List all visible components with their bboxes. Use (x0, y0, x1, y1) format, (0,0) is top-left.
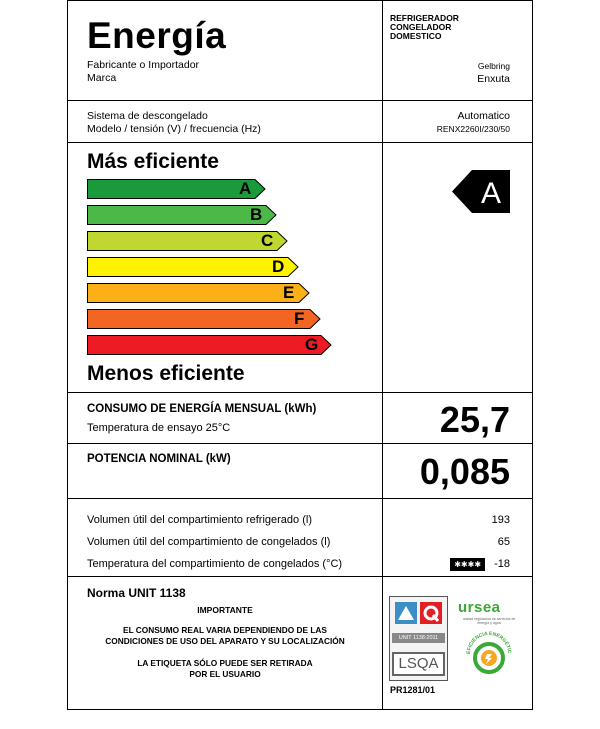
appliance-category: REFRIGERADOR CONGELADOR DOMESTICO (390, 13, 459, 41)
divider (68, 576, 532, 577)
efficiency-class-d (87, 257, 298, 277)
unit-standard-badge: UNIT 1138:2011 (392, 633, 445, 643)
efficiency-class-b (87, 205, 276, 225)
model-label: Modelo / tensión (V) / frecuencia (Hz) (87, 123, 261, 135)
efficiency-class-letter: B (250, 205, 263, 224)
lsqa-wordmark: LSQA (392, 652, 445, 676)
divider (68, 142, 532, 143)
lsqa-certification (389, 596, 448, 681)
important-heading: IMPORTANTE (197, 605, 253, 615)
efficiency-class-letter: E (283, 283, 295, 302)
efficiency-bar (87, 257, 299, 277)
certification-code: PR1281/01 (390, 685, 436, 695)
brand-value: Enxuta (477, 73, 510, 85)
consumption-value: 25,7 (439, 399, 510, 440)
efficiency-bar (87, 283, 310, 303)
divider (68, 392, 532, 393)
fridge-volume-value: 193 (491, 514, 510, 526)
defrost-label: Sistema de descongelado (87, 110, 208, 122)
divider (68, 498, 532, 499)
efficiency-seal-icon (463, 628, 515, 680)
efficiency-bar (87, 205, 277, 225)
rating-letter: A (480, 177, 502, 210)
norma-label: Norma UNIT 1138 (87, 586, 186, 600)
efficiency-class-letter: G (305, 335, 319, 354)
efficiency-class-f (87, 309, 320, 329)
power-value: 0,085 (419, 451, 510, 492)
label-title: Energía (87, 15, 227, 56)
brand-label: Marca (87, 72, 117, 84)
column-divider (382, 1, 383, 709)
ursea-subtitle: unidad reguladora de servicios de energía y agua (462, 617, 516, 625)
manufacturer-label: Fabricante o Importador (87, 59, 200, 71)
efficiency-bar (87, 231, 288, 251)
rating-arrow (452, 170, 510, 213)
removal-note: LA ETIQUETA SÓLO PUEDE SER RETIRADA POR EL USUARIO (137, 658, 313, 679)
efficiency-class-letter: F (294, 309, 305, 328)
consumption-label: CONSUMO DE ENERGÍA MENSUAL (kWh) (87, 403, 317, 415)
star-rating-badge: ✱✱✱✱ (450, 558, 485, 571)
freezer-volume-label: Volumen útil del compartimiento de congelados (l) (87, 536, 331, 548)
freezer-temp-label: Temperatura del compartimiento de congelados (°C) (87, 558, 343, 570)
divider (68, 100, 532, 101)
fridge-volume-label: Volumen útil del compartimiento refrigerado (l) (87, 514, 312, 526)
efficiency-seal-text: EFICIENCIA ENERGÉTIC (465, 630, 513, 655)
defrost-value: Automatico (457, 110, 510, 122)
efficiency-class-letter: D (272, 257, 285, 276)
consumption-note: EL CONSUMO REAL VARIA DEPENDIENDO DE LAS CONDICIONES DE USO DEL APARATO Y SU LOCALIZACIÓN (105, 625, 345, 646)
test-temperature: Temperatura de ensayo 25°C (87, 422, 231, 434)
lsqa-logo-icon (390, 599, 447, 629)
efficiency-bar (87, 335, 332, 355)
efficiency-class-letter: C (261, 231, 274, 250)
energy-label (67, 0, 533, 710)
efficiency-class-letter: A (239, 179, 252, 198)
model-value: RENX2260I/230/50 (436, 124, 510, 134)
efficiency-class-e (87, 283, 309, 303)
most-efficient-label: Más eficiente (87, 150, 219, 173)
efficiency-class-g (87, 335, 331, 355)
freezer-temp-value: -18 (494, 558, 510, 570)
efficiency-bar (87, 309, 321, 329)
freezer-volume-value: 65 (497, 536, 510, 548)
ursea-logo: ursea (458, 599, 501, 616)
least-efficient-label: Menos eficiente (87, 362, 245, 385)
efficiency-class-a (87, 179, 265, 199)
power-label: POTENCIA NOMINAL (kW) (87, 453, 231, 465)
efficiency-class-c (87, 231, 287, 251)
manufacturer-value: Gelbring (477, 61, 510, 71)
divider (68, 443, 532, 444)
volume-labels (87, 509, 342, 575)
